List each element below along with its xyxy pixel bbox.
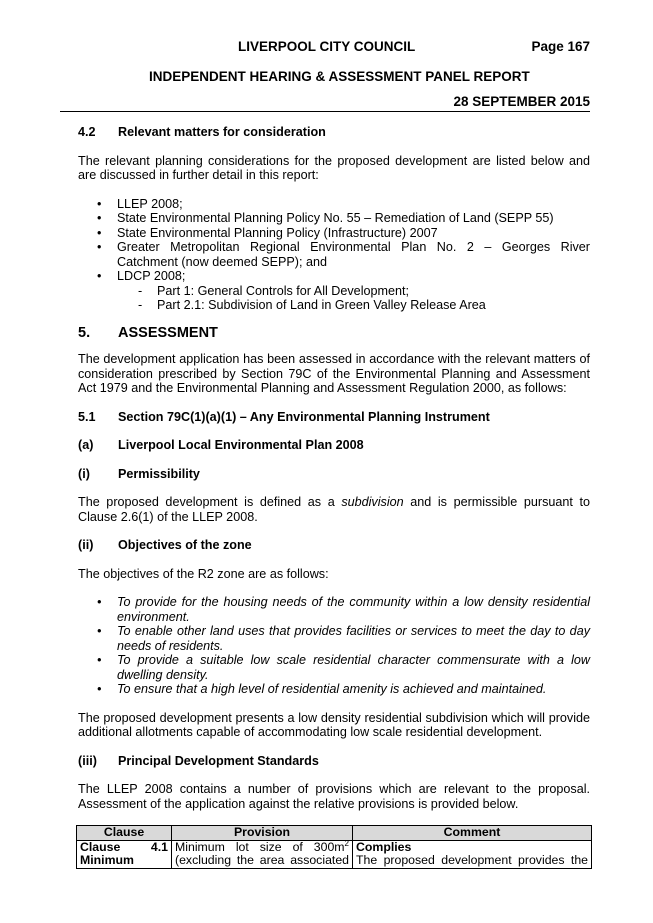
list-item: • State Environmental Planning Policy No. 55 – Remediation of Land (SEPP 55) <box>78 211 590 226</box>
section-i-heading: (i) Permissibility <box>78 466 200 481</box>
objectives-intro: The objectives of the R2 zone are as follows: <box>78 566 329 581</box>
permissibility-text: The proposed development is defined as a subdivision and is permissible pursuant to Clause 2.6(1) of the LLEP 2008. <box>78 495 590 524</box>
list-item: • LLEP 2008; <box>78 197 590 212</box>
list-item: - Part 1: General Controls for All Development; <box>78 284 590 299</box>
provision-cell: Minimum lot size of $300m^2$ (excluding the area associated <box>172 840 353 868</box>
header-comment: Comment <box>353 826 592 841</box>
section-4-2-intro: The relevant planning considerations for the proposed development are listed below and are discussed in further detail in this report: <box>78 153 590 182</box>
development-standards-text: The LLEP 2008 contains a number of provisions which are relevant to the proposal. Assessment of the application against the relative provisions is provided below. <box>78 782 590 811</box>
section-ii-heading: (ii) Objectives of the zone <box>78 538 252 552</box>
report-date: 28 SEPTEMBER 2015 <box>453 94 590 109</box>
list-item: • Greater Metropolitan Regional Environmental Plan No. 2 – Georges River Catchment (now deemed SEPP); and <box>78 240 590 269</box>
section-a-heading: (a) Liverpool Local Environmental Plan 2008 <box>78 438 364 452</box>
table-header-row <box>77 826 592 841</box>
header-provision: Provision <box>172 826 353 841</box>
report-title: INDEPENDENT HEARING & ASSESSMENT PANEL REPORT <box>149 69 530 84</box>
section-5-1-heading: 5.1 Section 79C(1)(a)(1) – Any Environmental Planning Instrument <box>78 409 490 424</box>
header-divider <box>60 111 590 112</box>
document-body <box>78 125 590 869</box>
ldcp-parts-list <box>78 284 590 313</box>
zone-objectives-list <box>78 595 590 697</box>
page-number: Page 167 <box>531 39 590 54</box>
list-item: • LDCP 2008; <box>78 269 590 284</box>
table-row <box>77 840 592 868</box>
section-5-text: The development application has been assessed in accordance with the relevant matters of consideration prescribed by Section 79C of the Environmental Planning and Assessment Act 1979 and the Environmental Planning and Assessment Regulation 2000, as follows: <box>78 352 590 395</box>
list-item: • To provide for the housing needs of the community within a low density residential environment. <box>78 595 590 624</box>
header-clause: Clause <box>77 826 172 841</box>
development-standards-table <box>76 825 592 869</box>
section-iii-heading: (iii) Principal Development Standards <box>78 753 319 768</box>
list-item: • To provide a suitable low scale residential character commensurate with a low dwelling density. <box>78 653 590 682</box>
section-5-heading: 5. ASSESSMENT <box>78 324 218 341</box>
comment-cell: Complies The proposed development provides the <box>353 840 592 868</box>
list-item: - Part 2.1: Subdivision of Land in Green Valley Release Area <box>78 298 590 313</box>
section-4-2-heading: 4.2 Relevant matters for consideration <box>78 125 326 139</box>
list-item: • State Environmental Planning Policy (Infrastructure) 2007 <box>78 226 590 241</box>
considerations-list <box>78 197 590 284</box>
list-item: • To ensure that a high level of residential amenity is achieved and maintained. <box>78 682 590 697</box>
clause-cell: Clause 4.1 Minimum <box>77 840 172 868</box>
objectives-conclusion: The proposed development presents a low density residential subdivision which will provide additional allotments capable of accommodating low scale residential development. <box>78 710 590 739</box>
list-item: • To enable other land uses that provides facilities or services to meet the day to day needs of residents. <box>78 624 590 653</box>
council-name: LIVERPOOL CITY COUNCIL <box>238 39 416 54</box>
